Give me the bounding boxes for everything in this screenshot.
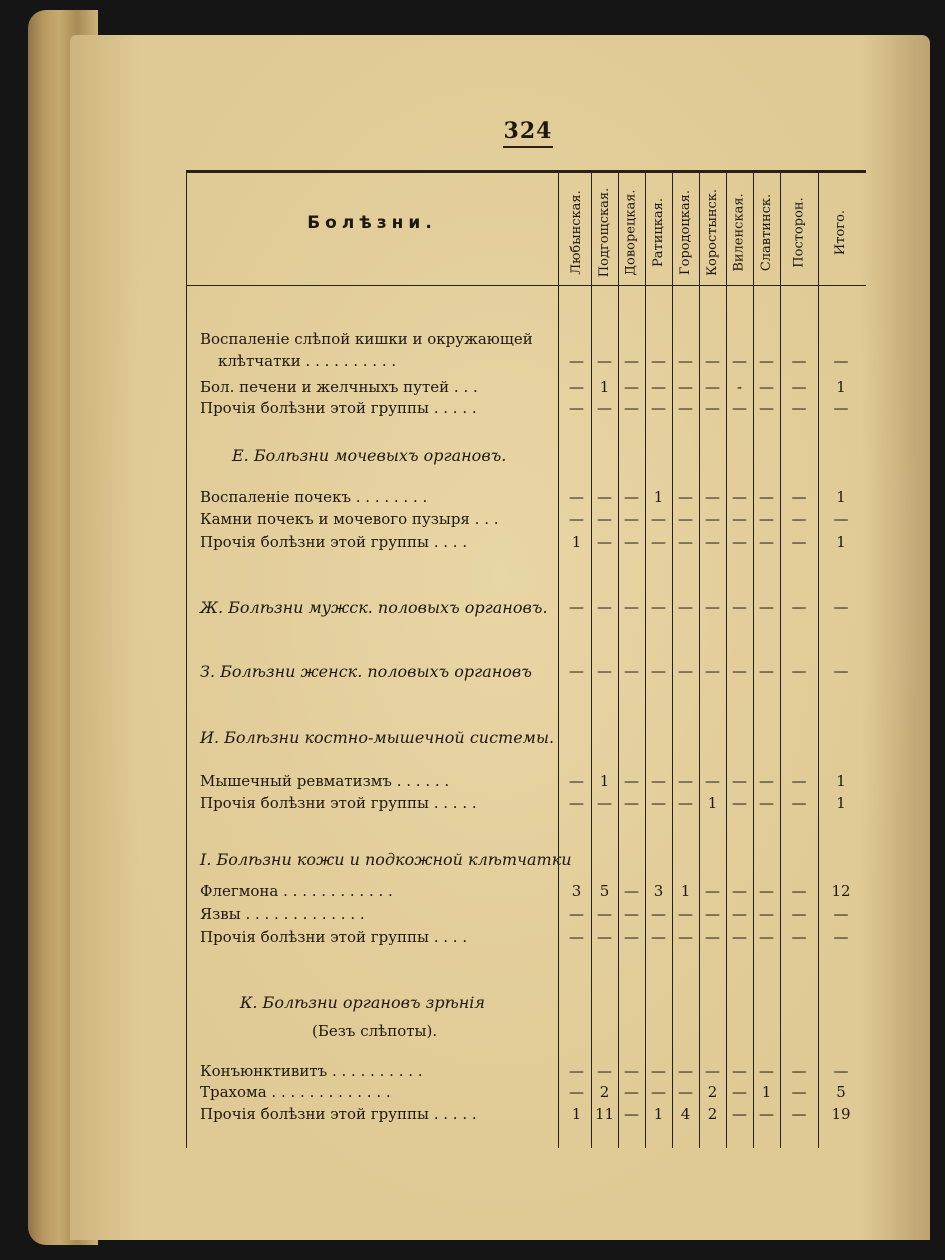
table-row: [200, 1062, 860, 1084]
row-cell: —: [732, 399, 747, 417]
row-cell: —: [624, 662, 639, 680]
row-cell: —: [624, 378, 639, 396]
table-row: [200, 905, 860, 927]
row-cell: —: [705, 378, 720, 396]
row-cell: —: [791, 928, 807, 946]
row-cell: —: [732, 510, 747, 528]
table-row: [200, 378, 860, 400]
row-cell: —: [759, 882, 774, 900]
row-cell: —: [833, 598, 849, 616]
column-header-label: Доворецкая.: [624, 188, 639, 276]
row-label: К. Болѣзни органовъ зрѣнія: [240, 993, 485, 1012]
row-cell: —: [569, 1083, 584, 1101]
row-cell: —: [651, 662, 666, 680]
row-cell: —: [732, 533, 747, 551]
row-cell: —: [569, 399, 584, 417]
row-cell: —: [624, 352, 639, 370]
column-header: [646, 183, 672, 281]
table-row: [200, 993, 860, 1015]
row-label: Мышечный ревматизмъ . . . . . .: [200, 772, 450, 790]
row-cell: —: [651, 598, 666, 616]
row-cell: —: [569, 662, 584, 680]
row-cell: 1: [571, 1105, 582, 1123]
row-label: Воспаленіе почекъ . . . . . . . .: [200, 488, 428, 506]
row-cell: 5: [836, 1083, 846, 1101]
column-header: [673, 183, 699, 281]
row-cell: —: [569, 928, 584, 946]
row-cell: —: [759, 1062, 774, 1080]
table-row: [200, 794, 860, 816]
row-cell: —: [651, 794, 666, 812]
row-cell: —: [833, 905, 849, 923]
table-row: [200, 882, 860, 904]
row-cell: —: [597, 794, 612, 812]
row-cell: —: [759, 598, 774, 616]
row-label: Воспаленіе слѣпой кишки и окружающей: [200, 330, 533, 348]
table-row: [200, 533, 860, 555]
row-cell: —: [678, 772, 693, 790]
row-cell: 4: [680, 1105, 691, 1123]
row-cell: —: [678, 378, 693, 396]
row-cell: 1: [836, 772, 846, 790]
row-cell: —: [833, 352, 849, 370]
row-cell: —: [597, 1062, 612, 1080]
row-cell: —: [705, 510, 720, 528]
row-cell: —: [791, 662, 807, 680]
row-cell: —: [651, 772, 666, 790]
table-row: [200, 510, 860, 532]
row-cell: —: [651, 352, 666, 370]
row-cell: —: [759, 510, 774, 528]
row-cell: —: [732, 794, 747, 812]
row-cell: —: [651, 928, 666, 946]
row-cell: 2: [599, 1083, 610, 1101]
row-cell: —: [791, 882, 807, 900]
row-cell: 2: [707, 1083, 718, 1101]
row-cell: 1: [680, 882, 691, 900]
row-cell: —: [732, 928, 747, 946]
row-cell: —: [678, 533, 693, 551]
row-cell: 19: [831, 1105, 851, 1123]
row-cell: —: [732, 1062, 747, 1080]
row-cell: 1: [599, 378, 610, 396]
row-label: И. Болѣзни костно-мышечной системы.: [200, 728, 555, 747]
row-cell: —: [624, 905, 639, 923]
row-cell: 3: [653, 882, 664, 900]
row-cell: —: [624, 488, 639, 506]
row-label: Прочія болѣзни этой группы . . . .: [200, 928, 468, 946]
row-cell: —: [705, 905, 720, 923]
row-cell: —: [597, 352, 612, 370]
row-cell: —: [759, 399, 774, 417]
row-cell: —: [705, 928, 720, 946]
row-cell: —: [833, 399, 849, 417]
row-cell: —: [597, 662, 612, 680]
row-cell: —: [732, 1105, 747, 1123]
row-cell: —: [759, 794, 774, 812]
row-label: Флегмона . . . . . . . . . . . .: [200, 882, 393, 900]
row-cell: —: [624, 928, 639, 946]
row-label: Ж. Болѣзни мужск. половыхъ органовъ.: [200, 598, 548, 617]
column-header: [754, 183, 780, 281]
row-cell: —: [597, 510, 612, 528]
row-cell: —: [791, 794, 807, 812]
table-row: [200, 662, 860, 684]
row-cell: —: [678, 352, 693, 370]
row-cell: —: [678, 1062, 693, 1080]
table-row: [200, 446, 860, 468]
table-row: [200, 1083, 860, 1105]
row-cell: —: [705, 598, 720, 616]
row-cell: —: [597, 399, 612, 417]
row-label: Камни почекъ и мочевого пузыря . . .: [200, 510, 499, 528]
row-cell: —: [678, 399, 693, 417]
row-cell: —: [651, 1083, 666, 1101]
row-cell: —: [833, 662, 849, 680]
table-row: [200, 598, 860, 620]
row-cell: —: [705, 488, 720, 506]
row-cell: —: [833, 510, 849, 528]
row-cell: —: [624, 533, 639, 551]
column-header: [592, 183, 618, 281]
row-cell: —: [678, 928, 693, 946]
row-cell: —: [651, 399, 666, 417]
row-cell: —: [624, 772, 639, 790]
row-cell: —: [759, 905, 774, 923]
row-cell: —: [597, 533, 612, 551]
row-cell: —: [791, 1105, 807, 1123]
row-cell: 1: [836, 794, 846, 812]
row-cell: 5: [599, 882, 610, 900]
row-label: Прочія болѣзни этой группы . . . . .: [200, 794, 477, 812]
row-cell: —: [624, 598, 639, 616]
row-cell: —: [624, 1083, 639, 1101]
row-cell: 1: [836, 378, 846, 396]
row-cell: 3: [571, 882, 582, 900]
row-cell: —: [759, 533, 774, 551]
row-label: І. Болѣзни кожи и подкожной клѣтчатки: [200, 850, 572, 869]
row-cell: —: [624, 510, 639, 528]
row-cell: —: [705, 533, 720, 551]
row-cell: —: [732, 1083, 747, 1101]
row-cell: —: [569, 510, 584, 528]
row-cell: —: [732, 488, 747, 506]
row-cell: 12: [831, 882, 851, 900]
row-cell: —: [678, 598, 693, 616]
row-cell: —: [624, 1062, 639, 1080]
table-row: [200, 772, 860, 794]
row-cell: —: [678, 1083, 693, 1101]
row-cell: —: [759, 1105, 774, 1123]
table-row: [200, 728, 860, 750]
row-cell: —: [732, 882, 747, 900]
row-cell: 1: [836, 533, 846, 551]
row-cell: —: [705, 662, 720, 680]
row-cell: —: [759, 488, 774, 506]
row-cell: —: [759, 662, 774, 680]
row-cell: —: [759, 928, 774, 946]
row-cell: —: [678, 794, 693, 812]
row-label: Язвы . . . . . . . . . . . . .: [200, 905, 365, 923]
row-cell: —: [759, 772, 774, 790]
row-cell: —: [732, 905, 747, 923]
row-cell: —: [569, 1062, 584, 1080]
row-cell: —: [624, 882, 639, 900]
column-header-label: Славтинск.: [759, 193, 774, 271]
column-rule: [186, 173, 187, 1148]
row-cell: —: [651, 905, 666, 923]
table-row: [200, 330, 860, 352]
row-label: Прочія болѣзни этой группы . . . . .: [200, 1105, 477, 1123]
row-cell: —: [569, 905, 584, 923]
row-cell: —: [791, 1062, 807, 1080]
row-cell: —: [624, 1105, 639, 1123]
row-cell: —: [651, 378, 666, 396]
row-cell: —: [705, 1062, 720, 1080]
row-cell: —: [791, 598, 807, 616]
row-label: Прочія болѣзни этой группы . . . . .: [200, 399, 477, 417]
row-label: Е. Болѣзни мочевыхъ органовъ.: [232, 446, 507, 465]
column-header-label: Ратицкая.: [651, 197, 666, 267]
row-cell: 1: [836, 488, 846, 506]
row-cell: 1: [571, 533, 582, 551]
row-cell: —: [791, 399, 807, 417]
row-cell: —: [791, 510, 807, 528]
row-cell: —: [597, 598, 612, 616]
row-cell: —: [833, 1062, 849, 1080]
row-cell: —: [705, 882, 720, 900]
column-header-label: Посторон.: [791, 196, 807, 268]
row-label: Конъюнктивитъ . . . . . . . . . .: [200, 1062, 423, 1080]
row-cell: —: [569, 794, 584, 812]
row-cell: -: [736, 378, 743, 396]
row-cell: 1: [653, 1105, 664, 1123]
row-label: Прочія болѣзни этой группы . . . .: [200, 533, 468, 551]
page-number: 324: [503, 118, 553, 148]
row-cell: —: [833, 928, 849, 946]
row-cell: —: [569, 378, 584, 396]
table-row: [200, 1022, 860, 1044]
row-label: З. Болѣзни женск. половыхъ органовъ: [200, 662, 532, 681]
row-cell: —: [791, 378, 807, 396]
table-header-title: Болѣзни.: [307, 213, 437, 233]
row-cell: —: [597, 928, 612, 946]
row-cell: —: [651, 510, 666, 528]
row-cell: —: [678, 488, 693, 506]
row-cell: —: [791, 905, 807, 923]
row-label: Бол. печени и желчныхъ путей . . .: [200, 378, 478, 396]
row-cell: —: [759, 352, 774, 370]
row-cell: —: [791, 1083, 807, 1101]
row-cell: —: [705, 352, 720, 370]
row-cell: —: [705, 772, 720, 790]
row-cell: —: [791, 772, 807, 790]
table-row: [200, 352, 860, 374]
row-cell: —: [651, 533, 666, 551]
column-header-label: Подгощская.: [597, 187, 613, 277]
column-header-label: Любынская.: [569, 189, 584, 275]
row-cell: —: [651, 1062, 666, 1080]
row-cell: —: [732, 598, 747, 616]
row-cell: —: [569, 598, 584, 616]
row-cell: —: [732, 352, 747, 370]
row-label: клѣтчатки . . . . . . . . . .: [218, 352, 397, 370]
table-row: [200, 488, 860, 510]
column-header: [727, 183, 753, 281]
row-cell: —: [678, 662, 693, 680]
row-cell: —: [791, 533, 807, 551]
table-row: [200, 1105, 860, 1127]
row-cell: —: [624, 399, 639, 417]
row-label: (Безъ слѣпоты).: [312, 1022, 438, 1040]
column-header: [700, 183, 726, 281]
table-row: [200, 850, 860, 872]
row-cell: 1: [707, 794, 718, 812]
column-header-label: Итого.: [833, 209, 849, 255]
row-cell: —: [732, 772, 747, 790]
row-cell: —: [678, 905, 693, 923]
table-row: [200, 928, 860, 950]
row-label: Трахома . . . . . . . . . . . . .: [200, 1083, 391, 1101]
row-cell: 1: [653, 488, 664, 506]
header-rule: [186, 285, 866, 286]
row-cell: —: [678, 510, 693, 528]
row-cell: —: [732, 662, 747, 680]
column-header: [786, 183, 812, 281]
row-cell: —: [791, 352, 807, 370]
row-cell: —: [569, 352, 584, 370]
row-cell: —: [597, 905, 612, 923]
table-row: [200, 399, 860, 421]
row-cell: —: [759, 378, 774, 396]
row-cell: —: [569, 488, 584, 506]
column-header: [828, 183, 854, 281]
row-cell: —: [791, 488, 807, 506]
row-cell: 1: [761, 1083, 772, 1101]
row-cell: 2: [707, 1105, 718, 1123]
column-header: [564, 183, 590, 281]
row-cell: —: [569, 772, 584, 790]
row-cell: —: [705, 399, 720, 417]
column-header-label: Виленская.: [732, 192, 748, 272]
column-header: [619, 183, 645, 281]
row-cell: 11: [594, 1105, 615, 1123]
column-header-label: Коростынск.: [705, 188, 720, 276]
row-cell: —: [597, 488, 612, 506]
column-header-label: Городоцкая.: [678, 189, 694, 275]
row-cell: —: [624, 794, 639, 812]
row-cell: 1: [599, 772, 610, 790]
